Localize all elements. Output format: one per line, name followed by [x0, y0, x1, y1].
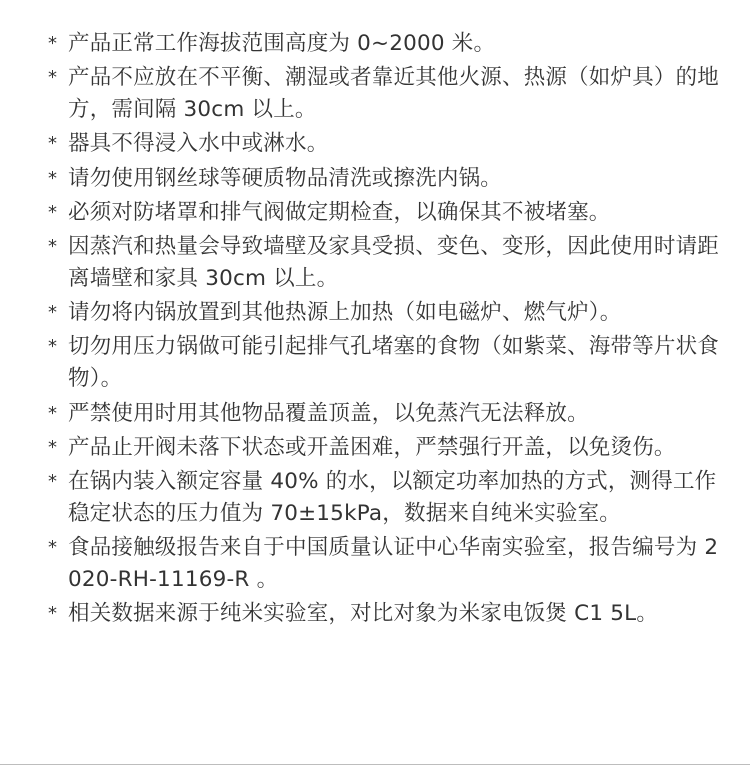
note-text: 切勿用压力锅做可能引起排气孔堵塞的食物（如紫菜、海带等片状食物）。: [68, 334, 720, 392]
bullet-asterisk: *: [48, 436, 58, 458]
bullet-asterisk: *: [48, 167, 58, 189]
note-text: 严禁使用时用其他物品覆盖顶盖，以免蒸汽无法释放。: [68, 400, 589, 426]
note-item: [48, 28, 728, 60]
note-text: 产品正常工作海拔范围高度为 0~2000 米。: [68, 31, 496, 56]
bullet-asterisk: *: [48, 67, 58, 89]
note-text: 产品止开阀未落下状态或开盖困难，严禁强行开盖，以免烫伤。: [68, 434, 676, 460]
note-item: [48, 231, 728, 295]
bullet-asterisk: *: [48, 235, 58, 257]
bullet-asterisk: *: [48, 201, 58, 223]
note-item: [48, 598, 728, 630]
note-item: [48, 128, 728, 160]
bullet-asterisk: *: [48, 402, 58, 424]
note-item: [48, 466, 728, 530]
note-text: 在锅内装入额定容量 40% 的水，以额定功率加热的方式，测得工作稳定状态的压力值为 70±15kPa，数据来自纯米实验室。: [68, 468, 717, 526]
note-text: 食品接触级报告来自于中国质量认证中心华南实验室，报告编号为 2020-RH-11169-R 。: [68, 535, 719, 593]
bullet-asterisk: *: [48, 133, 58, 155]
note-text: 相关数据来源于纯米实验室，对比对象为米家电饭煲 C1 5L。: [68, 601, 659, 627]
safety-notes-list: [48, 28, 728, 632]
note-text: 器具不得浸入水中或淋水。: [68, 131, 329, 157]
note-item: [48, 62, 728, 126]
note-text: 必须对防堵罩和排气阀做定期检查，以确保其不被堵塞。: [68, 199, 611, 225]
bullet-asterisk: *: [48, 603, 58, 625]
note-item: [48, 197, 728, 229]
note-text: 请勿将内锅放置到其他热源上加热（如电磁炉、燃气炉）。: [68, 300, 622, 326]
note-text: 产品不应放在不平衡、潮湿或者靠近其他火源、热源（如炉具）的地方，需间隔 30cm 以上。: [68, 65, 720, 123]
bullet-asterisk: *: [48, 336, 58, 358]
note-item: [48, 432, 728, 464]
note-text: 请勿使用钢丝球等硬质物品清洗或擦洗内锅。: [68, 165, 503, 191]
note-item: [48, 398, 728, 430]
note-text: 因蒸汽和热量会导致墙壁及家具受损、变色、变形，因此使用时请距离墙壁和家具 30cm 以上。: [68, 233, 720, 291]
bullet-asterisk: *: [48, 33, 58, 54]
bottom-divider: [0, 764, 750, 765]
bullet-asterisk: *: [48, 537, 58, 559]
note-item: [48, 532, 728, 596]
bullet-asterisk: *: [48, 302, 58, 324]
note-item: [48, 297, 728, 329]
note-item: [48, 331, 728, 395]
bullet-asterisk: *: [48, 470, 58, 492]
note-item: [48, 163, 728, 195]
